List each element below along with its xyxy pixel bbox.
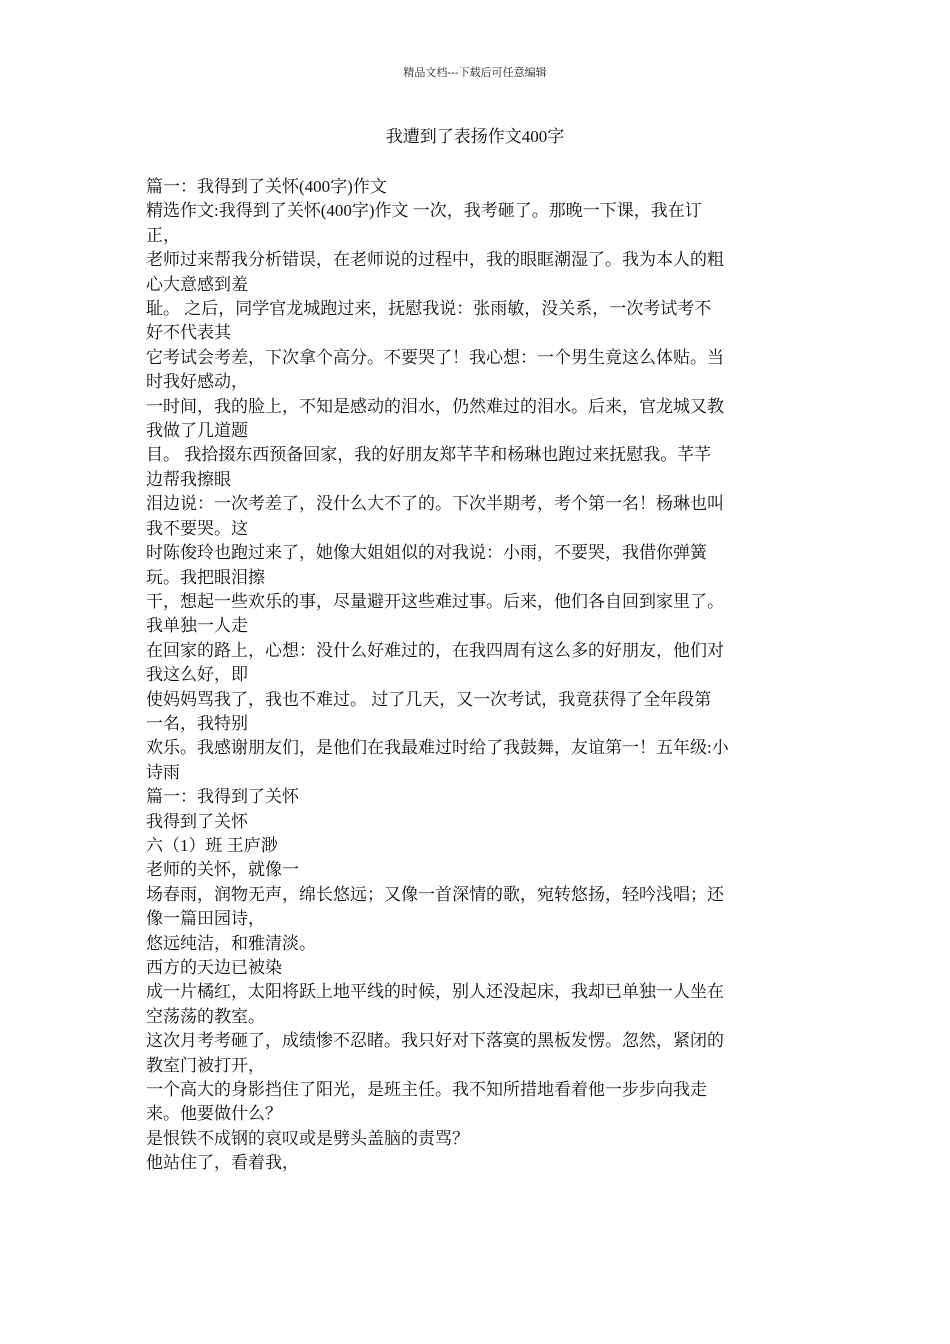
text-line: 篇一：我得到了关怀(400字)作文 <box>146 177 387 196</box>
document-body <box>146 175 806 1176</box>
text-line: 我单独一人走 <box>146 616 248 636</box>
text-line: 空荡荡的教室。 <box>146 1006 265 1026</box>
text-line: 一名，我特别 <box>146 713 248 733</box>
text-line: 这次月考考砸了，成绩惨不忍睹。我只好对下落寞的黑板发愣。忽然，紧闭的 <box>146 1031 724 1051</box>
text-line: 好不代表其 <box>146 323 231 343</box>
text-line: 耻。 之后，同学官龙城跑过来，抚慰我说：张雨敏，没关系，一次考试考不 <box>146 299 712 319</box>
text-line: 教室门被打开， <box>146 1055 265 1075</box>
text-line: 篇一：我得到了关怀 <box>146 787 299 807</box>
text-line: 来。他要做什么？ <box>146 1104 282 1124</box>
text-line: 玩。我把眼泪擦 <box>146 567 265 587</box>
text-line: 使妈妈骂我了，我也不难过。 过了几天，又一次考试，我竟获得了全年段第 <box>146 689 712 709</box>
page-header: 精品文档---下载后可任意编辑 <box>403 66 547 79</box>
text-line: 我得到了关怀 <box>146 811 248 831</box>
text-line: 我不要哭。这 <box>146 518 248 538</box>
text-line: 西方的天边已被染 <box>146 958 282 977</box>
text-line: 在回家的路上，心想：没什么好难过的，在我四周有这么多的好朋友，他们对 <box>146 640 724 660</box>
text-line: 一个高大的身影挡住了阳光，是班主任。我不知所措地看着他一步步向我走 <box>146 1080 707 1100</box>
text-line: 老师过来帮我分析错误，在老师说的过程中，我的眼眶潮湿了。我为本人的粗 <box>146 250 724 270</box>
text-line: 精选作文:我得到了关怀(400字)作文 一次，我考砸了。那晚一下课，我在订 <box>146 201 702 221</box>
text-line: 正， <box>146 225 180 245</box>
text-line: 心大意感到羞 <box>146 274 248 294</box>
text-line: 它考试会考差，下次拿个高分。不要哭了！我心想：一个男生竟这么体贴。当 <box>146 347 724 367</box>
text-line: 成一片橘红，太阳将跃上地平线的时候，别人还没起床，我却已单独一人坐在 <box>146 982 724 1002</box>
text-line: 目。 我拾掇东西预备回家，我的好朋友郑芊芊和杨琳也跑过来抚慰我。芊芊 <box>146 445 712 465</box>
text-line: 他站住了，看着我， <box>146 1153 299 1173</box>
text-line: 欢乐。我感谢朋友们，是他们在我最难过时给了我鼓舞，友谊第一！五年级:小 <box>146 738 729 758</box>
text-line: 场春雨，润物无声，绵长悠远；又像一首深情的歌，宛转悠扬，轻吟浅唱；还 <box>146 884 724 904</box>
text-line: 悠远纯洁，和雅清淡。 <box>146 933 316 953</box>
text-line: 时我好感动， <box>146 372 248 392</box>
text-line: 我做了几道题 <box>146 421 248 441</box>
text-line: 老师的关怀，就像一 <box>146 860 299 880</box>
text-line: 六（1）班 王庐渺 <box>146 835 278 855</box>
text-line: 泪边说：一次考差了，没什么大不了的。下次半期考，考个第一名！杨琳也叫 <box>146 494 724 514</box>
text-line: 边帮我擦眼 <box>146 469 231 489</box>
text-line: 一时间，我的脸上，不知是感动的泪水，仍然难过的泪水。后来，官龙城又教 <box>146 396 724 416</box>
text-line: 是恨铁不成钢的哀叹或是劈头盖脑的责骂？ <box>146 1128 469 1148</box>
document-title: 我遭到了表扬作文400字 <box>385 127 565 146</box>
text-line: 我这么好，即 <box>146 665 248 685</box>
text-line: 诗雨 <box>146 762 180 782</box>
text-line: 像一篇田园诗， <box>146 909 265 929</box>
text-line: 时陈俊玲也跑过来了，她像大姐姐似的对我说：小雨，不要哭，我借你弹簧 <box>146 543 707 563</box>
text-line: 干，想起一些欢乐的事，尽量避开这些难过事。后来，他们各自回到家里了。 <box>146 591 724 611</box>
